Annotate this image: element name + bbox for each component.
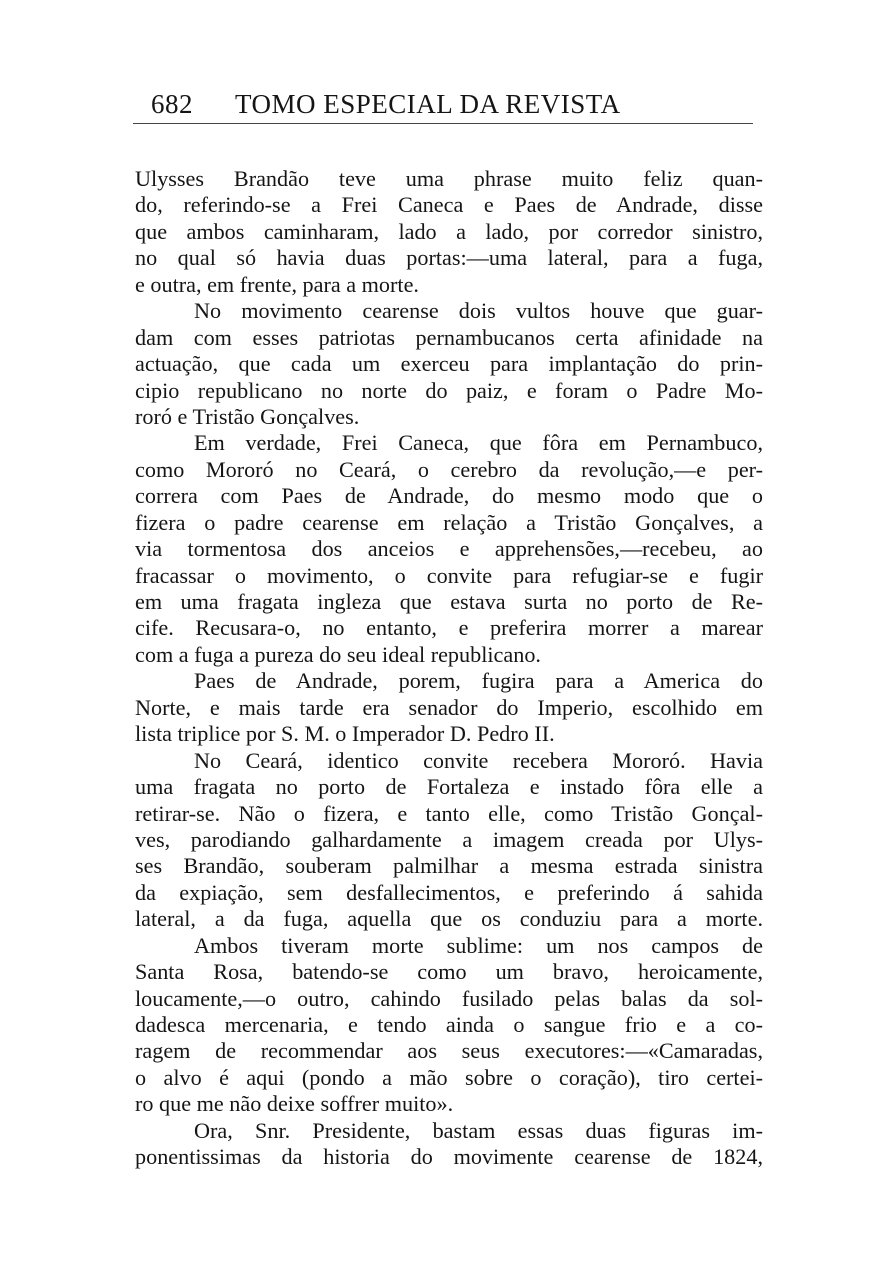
- text-line: ses Brandão, souberam palmilhar a mesma estrada sinistra: [135, 853, 763, 879]
- text-line: correra com Paes de Andrade, do mesmo modo que o: [135, 483, 763, 509]
- text-line: e outra, em frente, para a morte.: [135, 271, 419, 297]
- text-line: Paes de Andrade, porem, fugira para a America do: [194, 668, 763, 694]
- header-rule: [133, 123, 753, 124]
- text-line: actuação, que cada um exerceu para implantação do prin-: [135, 351, 763, 377]
- text-line: roró e Tristão Gonçalves.: [135, 403, 360, 429]
- text-line: ves, parodiando galhardamente a imagem creada por Ulys-: [135, 826, 763, 852]
- text-line: loucamente,—o outro, cahindo fusilado pelas balas da sol-: [135, 985, 763, 1011]
- text-line: ponentissimas da historia do movimente cearense de 1824,: [135, 1144, 763, 1170]
- text-line: cife. Recusara-o, no entanto, e preferira morrer a marear: [135, 615, 763, 641]
- text-line: Norte, e mais tarde era senador do Imperio, escolhido em: [135, 694, 763, 720]
- text-line: lista triplice por S. M. o Imperador D. Pedro II.: [135, 721, 555, 747]
- text-line: No movimento cearense dois vultos houve que guar-: [194, 298, 763, 324]
- text-line: dadesca mercenaria, e tendo ainda o sangue frio e a co-: [135, 1012, 763, 1037]
- text-line: o alvo é aqui (pondo a mão sobre o coração), tiro certei-: [135, 1064, 763, 1090]
- text-line: dam com esses patriotas pernambucanos certa afinidade na: [135, 324, 763, 350]
- text-line: Em verdade, Frei Caneca, que fôra em Pernambuco,: [194, 430, 763, 456]
- text-line: ragem de recommendar aos seus executores:—«Camaradas,: [135, 1038, 763, 1064]
- text-line: com a fuga a pureza do seu ideal republicano.: [135, 641, 541, 667]
- body-text: [135, 166, 763, 1171]
- text-line: fizera o padre cearense em relação a Tristão Gonçalves, a: [135, 509, 763, 535]
- text-line: ro que me não deixe soffrer muito».: [135, 1091, 454, 1117]
- text-line: via tormentosa dos anceios e apprehensões,—recebeu, ao: [135, 536, 763, 562]
- text-line: uma fragata no porto de Fortaleza e instado fôra elle a: [135, 774, 763, 800]
- text-line: Ulysses Brandão teve uma phrase muito feliz quan-: [135, 166, 763, 191]
- text-line: no qual só havia duas portas:—uma lateral, para a fuga,: [135, 245, 763, 271]
- running-title: TOMO ESPECIAL DA REVISTA: [235, 89, 621, 119]
- text-line: lateral, a da fuga, aquella que os conduziu para a morte.: [135, 906, 763, 932]
- running-head: [133, 84, 753, 124]
- text-line: do, referindo-se a Frei Caneca e Paes de Andrade, disse: [135, 192, 763, 218]
- text-line: Santa Rosa, batendo-se como um bravo, heroicamente,: [135, 959, 763, 985]
- page-number: 682: [151, 89, 193, 119]
- text-line: em uma fragata ingleza que estava surta no porto de Re-: [135, 589, 763, 614]
- text-line: Ora, Snr. Presidente, bastam essas duas figuras im-: [194, 1117, 763, 1143]
- text-line: cipio republicano no norte do paiz, e foram o Padre Mo-: [135, 377, 763, 403]
- text-line: da expiação, sem desfallecimentos, e preferindo á sahida: [135, 879, 763, 905]
- text-line: fracassar o movimento, o convite para refugiar-se e fugir: [135, 562, 763, 588]
- text-line: Ambos tiveram morte sublime: um nos campos de: [194, 932, 763, 958]
- text-line: que ambos caminharam, lado a lado, por corredor sinistro,: [135, 218, 763, 244]
- text-line: retirar-se. Não o fizera, e tanto elle, como Tristão Gonçal-: [135, 800, 763, 826]
- text-line: como Mororó no Ceará, o cerebro da revolução,—e per-: [135, 456, 763, 482]
- text-line: No Ceará, identico convite recebera Mororó. Havia: [194, 747, 763, 773]
